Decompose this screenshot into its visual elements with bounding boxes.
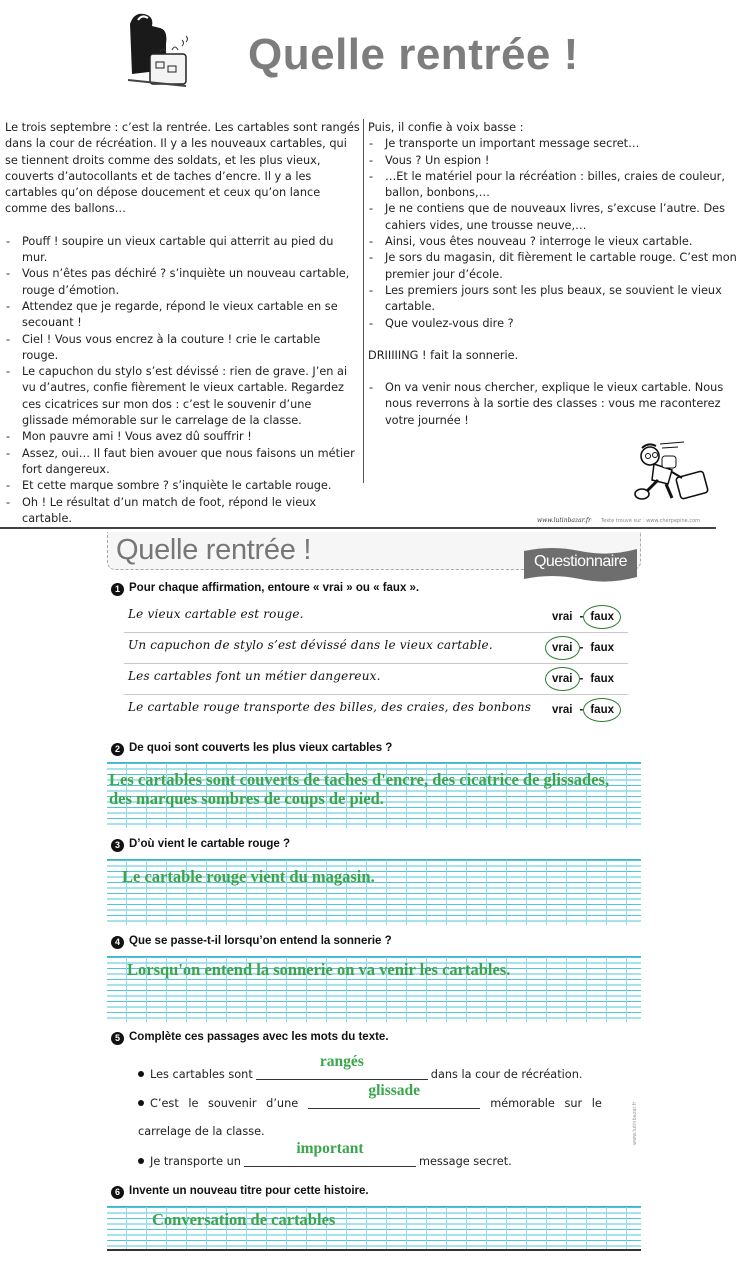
bottom-rule bbox=[107, 1249, 641, 1251]
fill-in-sentence bbox=[138, 1082, 602, 1110]
vrai-option-circled[interactable]: vrai bbox=[552, 673, 573, 685]
dialogue-line: - Le capuchon du stylo s’est dévissé : rien de grave. J’en ai vu d’autres, confie fièrement le vieux cartable. Regardez ces cicatrices sur mon dos : c’est le souvenir d’une glissade mémorable sur le carrelage de la classe. bbox=[5, 364, 360, 429]
story-page bbox=[0, 0, 745, 530]
column-divider bbox=[363, 119, 364, 483]
question-number-badge: 1 bbox=[111, 583, 124, 596]
answer-text: des marques sombres de coups de pied. bbox=[109, 789, 384, 808]
ring-line: DRIIIIING ! fait la sonnerie. bbox=[368, 348, 519, 362]
bullet-icon bbox=[138, 1100, 144, 1106]
blank-answer: important bbox=[296, 1140, 364, 1157]
dialogue-line: - …Et le matériel pour la récréation : billes, craies de couleur, ballon, bonbons,… bbox=[368, 169, 740, 202]
blank-answer: rangés bbox=[319, 1053, 364, 1070]
fill-in-sentence bbox=[138, 1140, 512, 1168]
dialogue-line: - Je ne contiens que de nouveaux livres, s’excuse l’autre. Des cahiers vides, une trousse neuve,… bbox=[368, 201, 740, 234]
question-number-badge: 4 bbox=[111, 936, 124, 949]
sentence-end: message secret. bbox=[418, 1155, 512, 1168]
dialogue-line: - Pouff ! soupire un vieux cartable qui atterrit au pied du mur. bbox=[5, 234, 360, 267]
choices: vrai - faux bbox=[552, 704, 614, 716]
answer-text: Le cartable rouge vient du magasin. bbox=[122, 867, 375, 886]
bullet-icon bbox=[138, 1071, 144, 1077]
statement: Le cartable rouge transporte des billes, des craies, des bonbons bbox=[128, 700, 532, 714]
question-label: Que se passe-t-il lorsqu’on entend la sonnerie ? bbox=[129, 935, 392, 947]
answer-text: Conversation de cartables bbox=[152, 1210, 336, 1229]
story-right-intro: Puis, il confie à voix basse : bbox=[368, 121, 524, 134]
bullet-icon bbox=[138, 1158, 144, 1164]
true-false-row bbox=[124, 695, 628, 726]
sentence-start: C’est le souvenir d’une bbox=[150, 1097, 299, 1110]
blank-field[interactable] bbox=[308, 1082, 480, 1109]
dialogue-line: - Et cette marque sombre ? s’inquiète le cartable rouge. bbox=[5, 478, 360, 494]
choices: vrai - faux bbox=[552, 611, 614, 623]
dialogue-line: - Vous ? Un espion ! bbox=[368, 153, 740, 169]
dialogue-line: - Ciel ! Vous vous encrez à la couture ! crie le cartable rouge. bbox=[5, 332, 360, 365]
question-4 bbox=[111, 935, 392, 949]
question-number-badge: 5 bbox=[111, 1032, 124, 1045]
blank-field[interactable] bbox=[256, 1053, 428, 1080]
question-2 bbox=[111, 742, 392, 756]
dialogue-line: - On va venir nous chercher, explique le vieux cartable. Nous nous reverrons à la sortie des classes : vous me raconterez votre journée ! bbox=[368, 380, 740, 429]
dialogue-line: - Je transporte un important message secret… bbox=[368, 136, 740, 152]
sentence-start: Les cartables sont bbox=[150, 1068, 253, 1081]
answer-text: Lorsqu'on entend la sonnerie on va venir les cartables. bbox=[127, 960, 511, 979]
credit-site: www.lutinbazar.fr bbox=[537, 517, 591, 524]
dialogue-line: - Oh ! Le résultat d’un match de foot, répond le vieux cartable. bbox=[5, 495, 360, 528]
question-3 bbox=[111, 838, 290, 852]
question-label: Pour chaque affirmation, entoure « vrai » ou « faux ». bbox=[129, 582, 420, 594]
dialogue-line: - Ainsi, vous êtes nouveau ? interroge le vieux cartable. bbox=[368, 234, 740, 250]
story-title: Quelle rentrée ! bbox=[248, 30, 579, 79]
story-left-column bbox=[5, 120, 360, 527]
faux-option[interactable]: faux bbox=[590, 642, 614, 654]
question-5 bbox=[111, 1031, 389, 1045]
question-number-badge: 3 bbox=[111, 839, 124, 852]
dialogue-line: - Vous n’êtes pas déchiré ? s’inquiète un nouveau cartable, rouge d’émotion. bbox=[5, 266, 360, 299]
questionnaire-badge-label: Questionnaire bbox=[533, 553, 628, 570]
vrai-option[interactable]: vrai bbox=[552, 704, 573, 716]
side-watermark: www.lutinbazar.fr bbox=[632, 1101, 638, 1145]
sentence-start: Je transporte un bbox=[150, 1155, 241, 1168]
answer-text: Les cartables sont couverts de taches d'encre, des cicatrice de glissades, bbox=[109, 770, 610, 789]
true-false-row bbox=[124, 602, 628, 633]
fill-in-continuation: carrelage de la classe. bbox=[138, 1125, 265, 1138]
questionnaire-page bbox=[0, 530, 745, 1263]
dialogue-list bbox=[5, 234, 360, 527]
question-label: De quoi sont couverts les plus vieux cartables ? bbox=[129, 742, 393, 754]
question-label: D’où vient le cartable rouge ? bbox=[129, 838, 291, 850]
statement: Les cartables font un métier dangereux. bbox=[128, 669, 381, 683]
vrai-option[interactable]: vrai bbox=[552, 611, 573, 623]
question-number-badge: 6 bbox=[111, 1186, 124, 1199]
fill-in-sentence bbox=[138, 1053, 583, 1081]
true-false-row bbox=[124, 633, 628, 664]
sentence-end: dans la cour de récréation. bbox=[430, 1068, 583, 1081]
dialogue-list bbox=[368, 136, 740, 332]
blank-answer: glissade bbox=[368, 1082, 421, 1099]
questionnaire-badge bbox=[522, 547, 639, 579]
choices: vrai - faux bbox=[552, 642, 614, 654]
blank-field[interactable] bbox=[244, 1140, 416, 1167]
statement: Un capuchon de stylo s’est dévissé dans le vieux cartable. bbox=[128, 638, 493, 652]
question-label: Complète ces passages avec les mots du texte. bbox=[129, 1031, 389, 1043]
statement: Le vieux cartable est rouge. bbox=[128, 607, 304, 621]
question-1 bbox=[111, 582, 419, 596]
question-number-badge: 2 bbox=[111, 743, 124, 756]
story-intro: Le trois septembre : c’est la rentrée. Les cartables sont rangés dans la cour de récréation. Il y a les nouveaux cartables, qui se tiennent droits comme des soldats, et les plus vieux, couverts d’autocollants et de taches d’encre. Il y a les cartables qu’on dépose doucement et ceux qu’on lance comme des ballons… bbox=[5, 121, 360, 216]
story-right-column bbox=[368, 120, 740, 429]
page-separator bbox=[0, 527, 716, 529]
dialogue-line: - Assez, oui… Il faut bien avouer que nous faisons un métier fort dangereux. bbox=[5, 446, 360, 479]
question-label: Invente un nouveau titre pour cette histoire. bbox=[129, 1185, 369, 1197]
faux-option-circled[interactable]: faux bbox=[590, 611, 614, 623]
faux-option-circled[interactable]: faux bbox=[590, 704, 614, 716]
dialogue-list bbox=[368, 380, 740, 429]
satchel-icon bbox=[120, 10, 192, 100]
running-boy-icon bbox=[628, 440, 718, 505]
credit-source: Texte trouvé sur : www.cherpepine.com bbox=[601, 518, 701, 524]
true-false-row bbox=[124, 664, 628, 695]
sentence-end: mémorable sur le bbox=[490, 1097, 602, 1110]
faux-option[interactable]: faux bbox=[590, 673, 614, 685]
dialogue-line: - Les premiers jours sont les plus beaux, se souvient le vieux cartable. bbox=[368, 283, 740, 316]
choices: vrai - faux bbox=[552, 673, 614, 685]
question-6 bbox=[111, 1185, 369, 1199]
dialogue-line: - Mon pauvre ami ! Vous avez dû souffrir ! bbox=[5, 429, 360, 445]
dialogue-line: - Attendez que je regarde, répond le vieux cartable en se secouant ! bbox=[5, 299, 360, 332]
dialogue-line: - Que voulez-vous dire ? bbox=[368, 316, 740, 332]
questionnaire-title: Quelle rentrée ! bbox=[116, 534, 312, 566]
dialogue-line: - Je sors du magasin, dit fièrement le cartable rouge. C’est mon premier jour d’école. bbox=[368, 250, 740, 283]
vrai-option-circled[interactable]: vrai bbox=[552, 642, 573, 654]
